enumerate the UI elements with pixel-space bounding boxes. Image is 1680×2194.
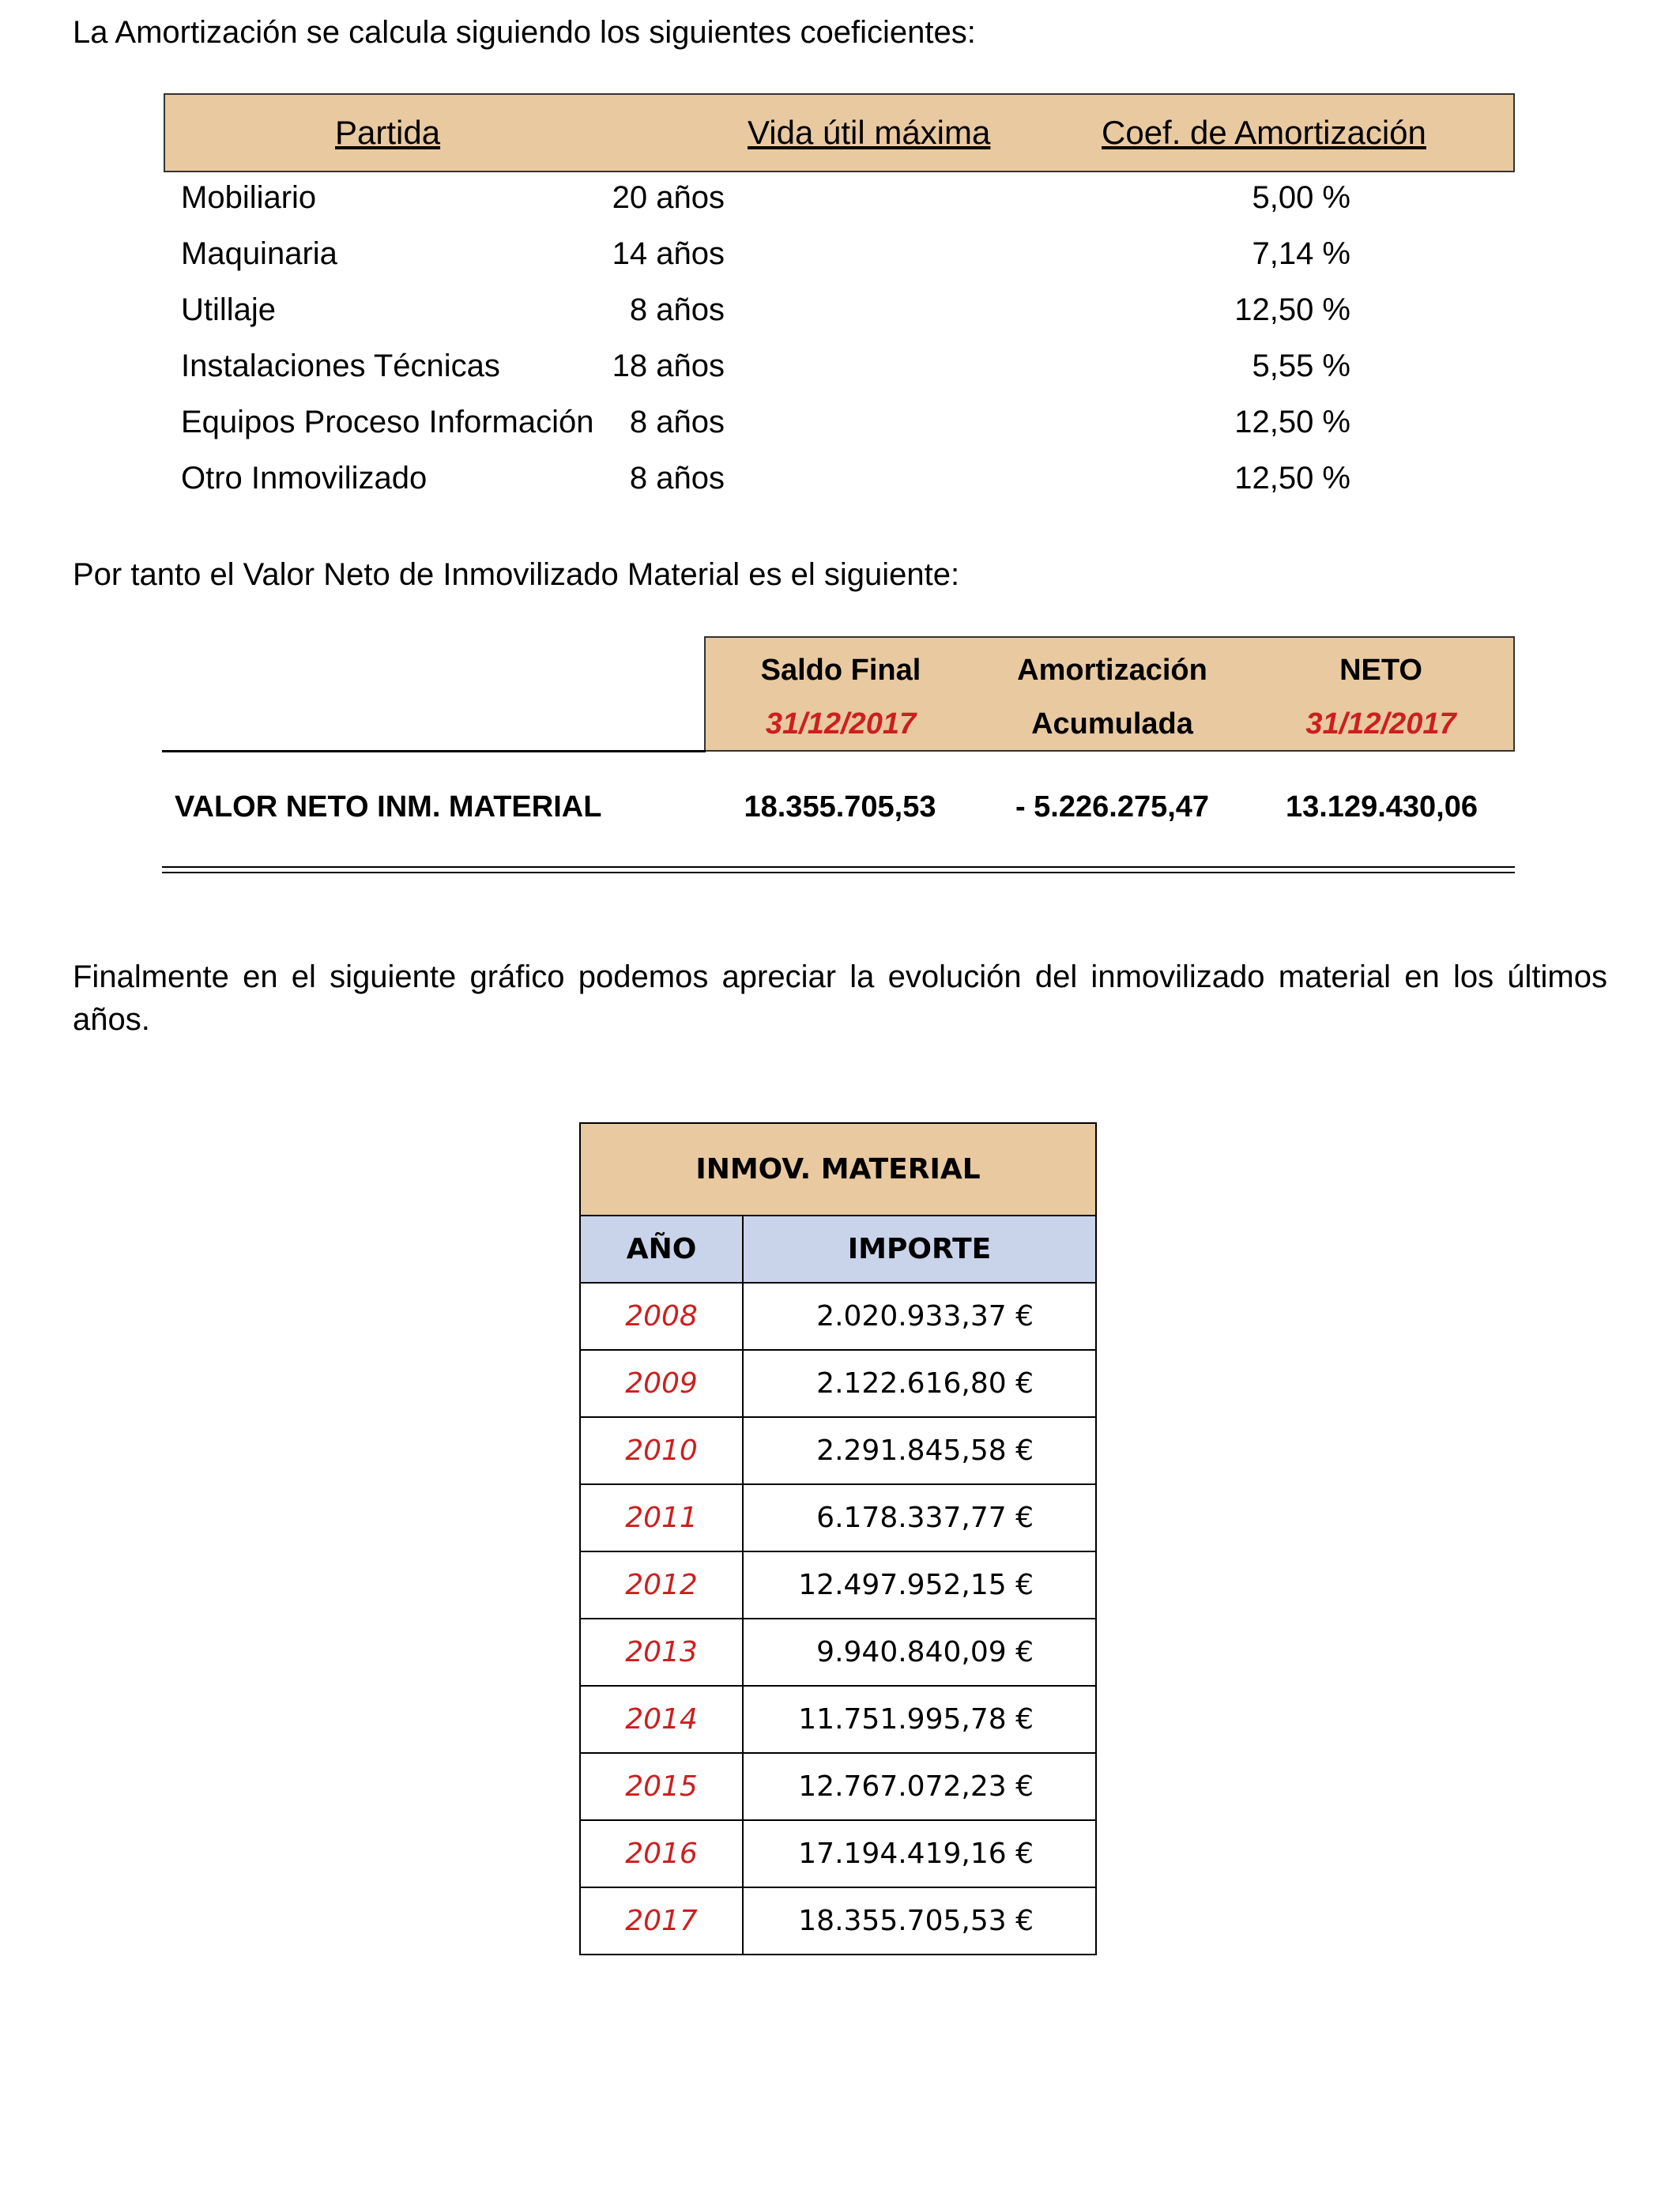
valor-neto-label: VALOR NETO INM. MATERIAL bbox=[175, 790, 602, 824]
valor-neto-table bbox=[162, 636, 1515, 873]
amount-cell: 2.291.845,58 € bbox=[743, 1417, 1096, 1484]
year-cell: 2013 bbox=[580, 1619, 743, 1686]
partida-cell: Equipos Proceso Información bbox=[181, 405, 594, 439]
table-row bbox=[580, 1753, 1096, 1820]
year-cell: 2010 bbox=[580, 1417, 743, 1484]
year-cell: 2014 bbox=[580, 1686, 743, 1753]
year-cell: 2011 bbox=[580, 1484, 743, 1551]
table-row bbox=[580, 1820, 1096, 1887]
vida-cell: 8 años bbox=[629, 461, 725, 496]
vida-cell: 20 años bbox=[612, 180, 725, 215]
saldo-final-value: 18.355.705,53 bbox=[744, 790, 936, 824]
partida-cell: Otro Inmovilizado bbox=[181, 461, 428, 496]
header-neto-date: 31/12/2017 bbox=[1305, 707, 1456, 741]
table-row bbox=[580, 1350, 1096, 1417]
coefficient-table-header bbox=[164, 93, 1515, 172]
coef-cell: 5,55 % bbox=[1252, 349, 1350, 383]
coefficient-row bbox=[164, 172, 1515, 228]
vida-cell: 14 años bbox=[612, 236, 725, 271]
amount-cell: 2.020.933,37 € bbox=[743, 1283, 1096, 1350]
intro-paragraph: La Amortización se calcula siguiendo los siguientes coeficientes: bbox=[73, 15, 976, 50]
coef-cell: 12,50 % bbox=[1234, 292, 1350, 327]
year-cell: 2008 bbox=[580, 1283, 743, 1350]
table-row bbox=[580, 1484, 1096, 1551]
partida-cell: Mobiliario bbox=[181, 180, 317, 215]
vida-cell: 8 años bbox=[629, 292, 725, 327]
coefficient-row bbox=[164, 397, 1515, 453]
coefficient-row bbox=[164, 341, 1515, 397]
neto-value: 13.129.430,06 bbox=[1285, 790, 1478, 824]
neto-paragraph: Por tanto el Valor Neto de Inmovilizado Material es el siguiente: bbox=[73, 557, 960, 592]
amount-cell: 2.122.616,80 € bbox=[743, 1350, 1096, 1417]
year-cell: 2012 bbox=[580, 1551, 743, 1619]
amount-cell: 12.497.952,15 € bbox=[743, 1551, 1096, 1619]
amortizacion-value: - 5.226.275,47 bbox=[1015, 790, 1210, 824]
header-amortizacion-sub: Acumulada bbox=[1031, 707, 1193, 741]
header-coeficiente: Coef. de Amortización bbox=[1102, 114, 1426, 151]
header-saldo-final-label: Saldo Final bbox=[760, 654, 921, 687]
year-cell: 2009 bbox=[580, 1350, 743, 1417]
table-row bbox=[580, 1283, 1096, 1350]
header-neto-label: NETO bbox=[1339, 654, 1422, 687]
header-amortizacion-label: Amortización bbox=[1017, 654, 1207, 687]
coef-cell: 12,50 % bbox=[1234, 405, 1350, 439]
final-paragraph: Finalmente en el siguiente gráfico podemos apreciar la evolución del inmovilizado material en los últimos años. bbox=[73, 959, 1607, 1037]
amount-cell: 11.751.995,78 € bbox=[743, 1686, 1096, 1753]
column-head-amount: IMPORTE bbox=[743, 1216, 1096, 1283]
coefficient-row bbox=[164, 453, 1515, 509]
coefficient-row bbox=[164, 228, 1515, 285]
double-underline-top bbox=[162, 866, 1515, 868]
table-row bbox=[580, 1417, 1096, 1484]
coefficient-table bbox=[164, 93, 1515, 509]
amount-cell: 12.767.072,23 € bbox=[743, 1753, 1096, 1820]
partida-cell: Instalaciones Técnicas bbox=[181, 349, 500, 383]
inmov-material-table bbox=[579, 1122, 1097, 1955]
header-partida: Partida bbox=[335, 114, 441, 151]
table-row bbox=[580, 1887, 1096, 1955]
year-cell: 2016 bbox=[580, 1820, 743, 1887]
amount-cell: 9.940.840,09 € bbox=[743, 1619, 1096, 1686]
amount-cell: 6.178.337,77 € bbox=[743, 1484, 1096, 1551]
table-row bbox=[580, 1686, 1096, 1753]
header-saldo-final bbox=[704, 636, 976, 752]
table-row bbox=[580, 1619, 1096, 1686]
header-divider bbox=[162, 750, 706, 752]
coefficient-row bbox=[164, 285, 1515, 341]
header-amortizacion bbox=[976, 636, 1249, 752]
amount-cell: 17.194.419,16 € bbox=[743, 1820, 1096, 1887]
vida-cell: 18 años bbox=[612, 349, 725, 383]
header-neto bbox=[1249, 636, 1515, 752]
year-cell: 2017 bbox=[580, 1887, 743, 1955]
amount-cell: 18.355.705,53 € bbox=[743, 1887, 1096, 1955]
double-underline-bottom bbox=[162, 872, 1515, 873]
table-row bbox=[580, 1551, 1096, 1619]
header-saldo-final-date: 31/12/2017 bbox=[765, 707, 917, 741]
partida-cell: Utillaje bbox=[181, 292, 277, 327]
year-cell: 2015 bbox=[580, 1753, 743, 1820]
coef-cell: 12,50 % bbox=[1234, 461, 1350, 496]
coef-cell: 5,00 % bbox=[1252, 180, 1350, 215]
coef-cell: 7,14 % bbox=[1252, 236, 1350, 271]
vida-cell: 8 años bbox=[629, 405, 725, 439]
column-head-year: AÑO bbox=[580, 1216, 743, 1283]
header-vida-util: Vida útil máxima bbox=[748, 114, 991, 151]
partida-cell: Maquinaria bbox=[181, 236, 337, 271]
inmov-table-title: INMOV. MATERIAL bbox=[580, 1123, 1096, 1216]
